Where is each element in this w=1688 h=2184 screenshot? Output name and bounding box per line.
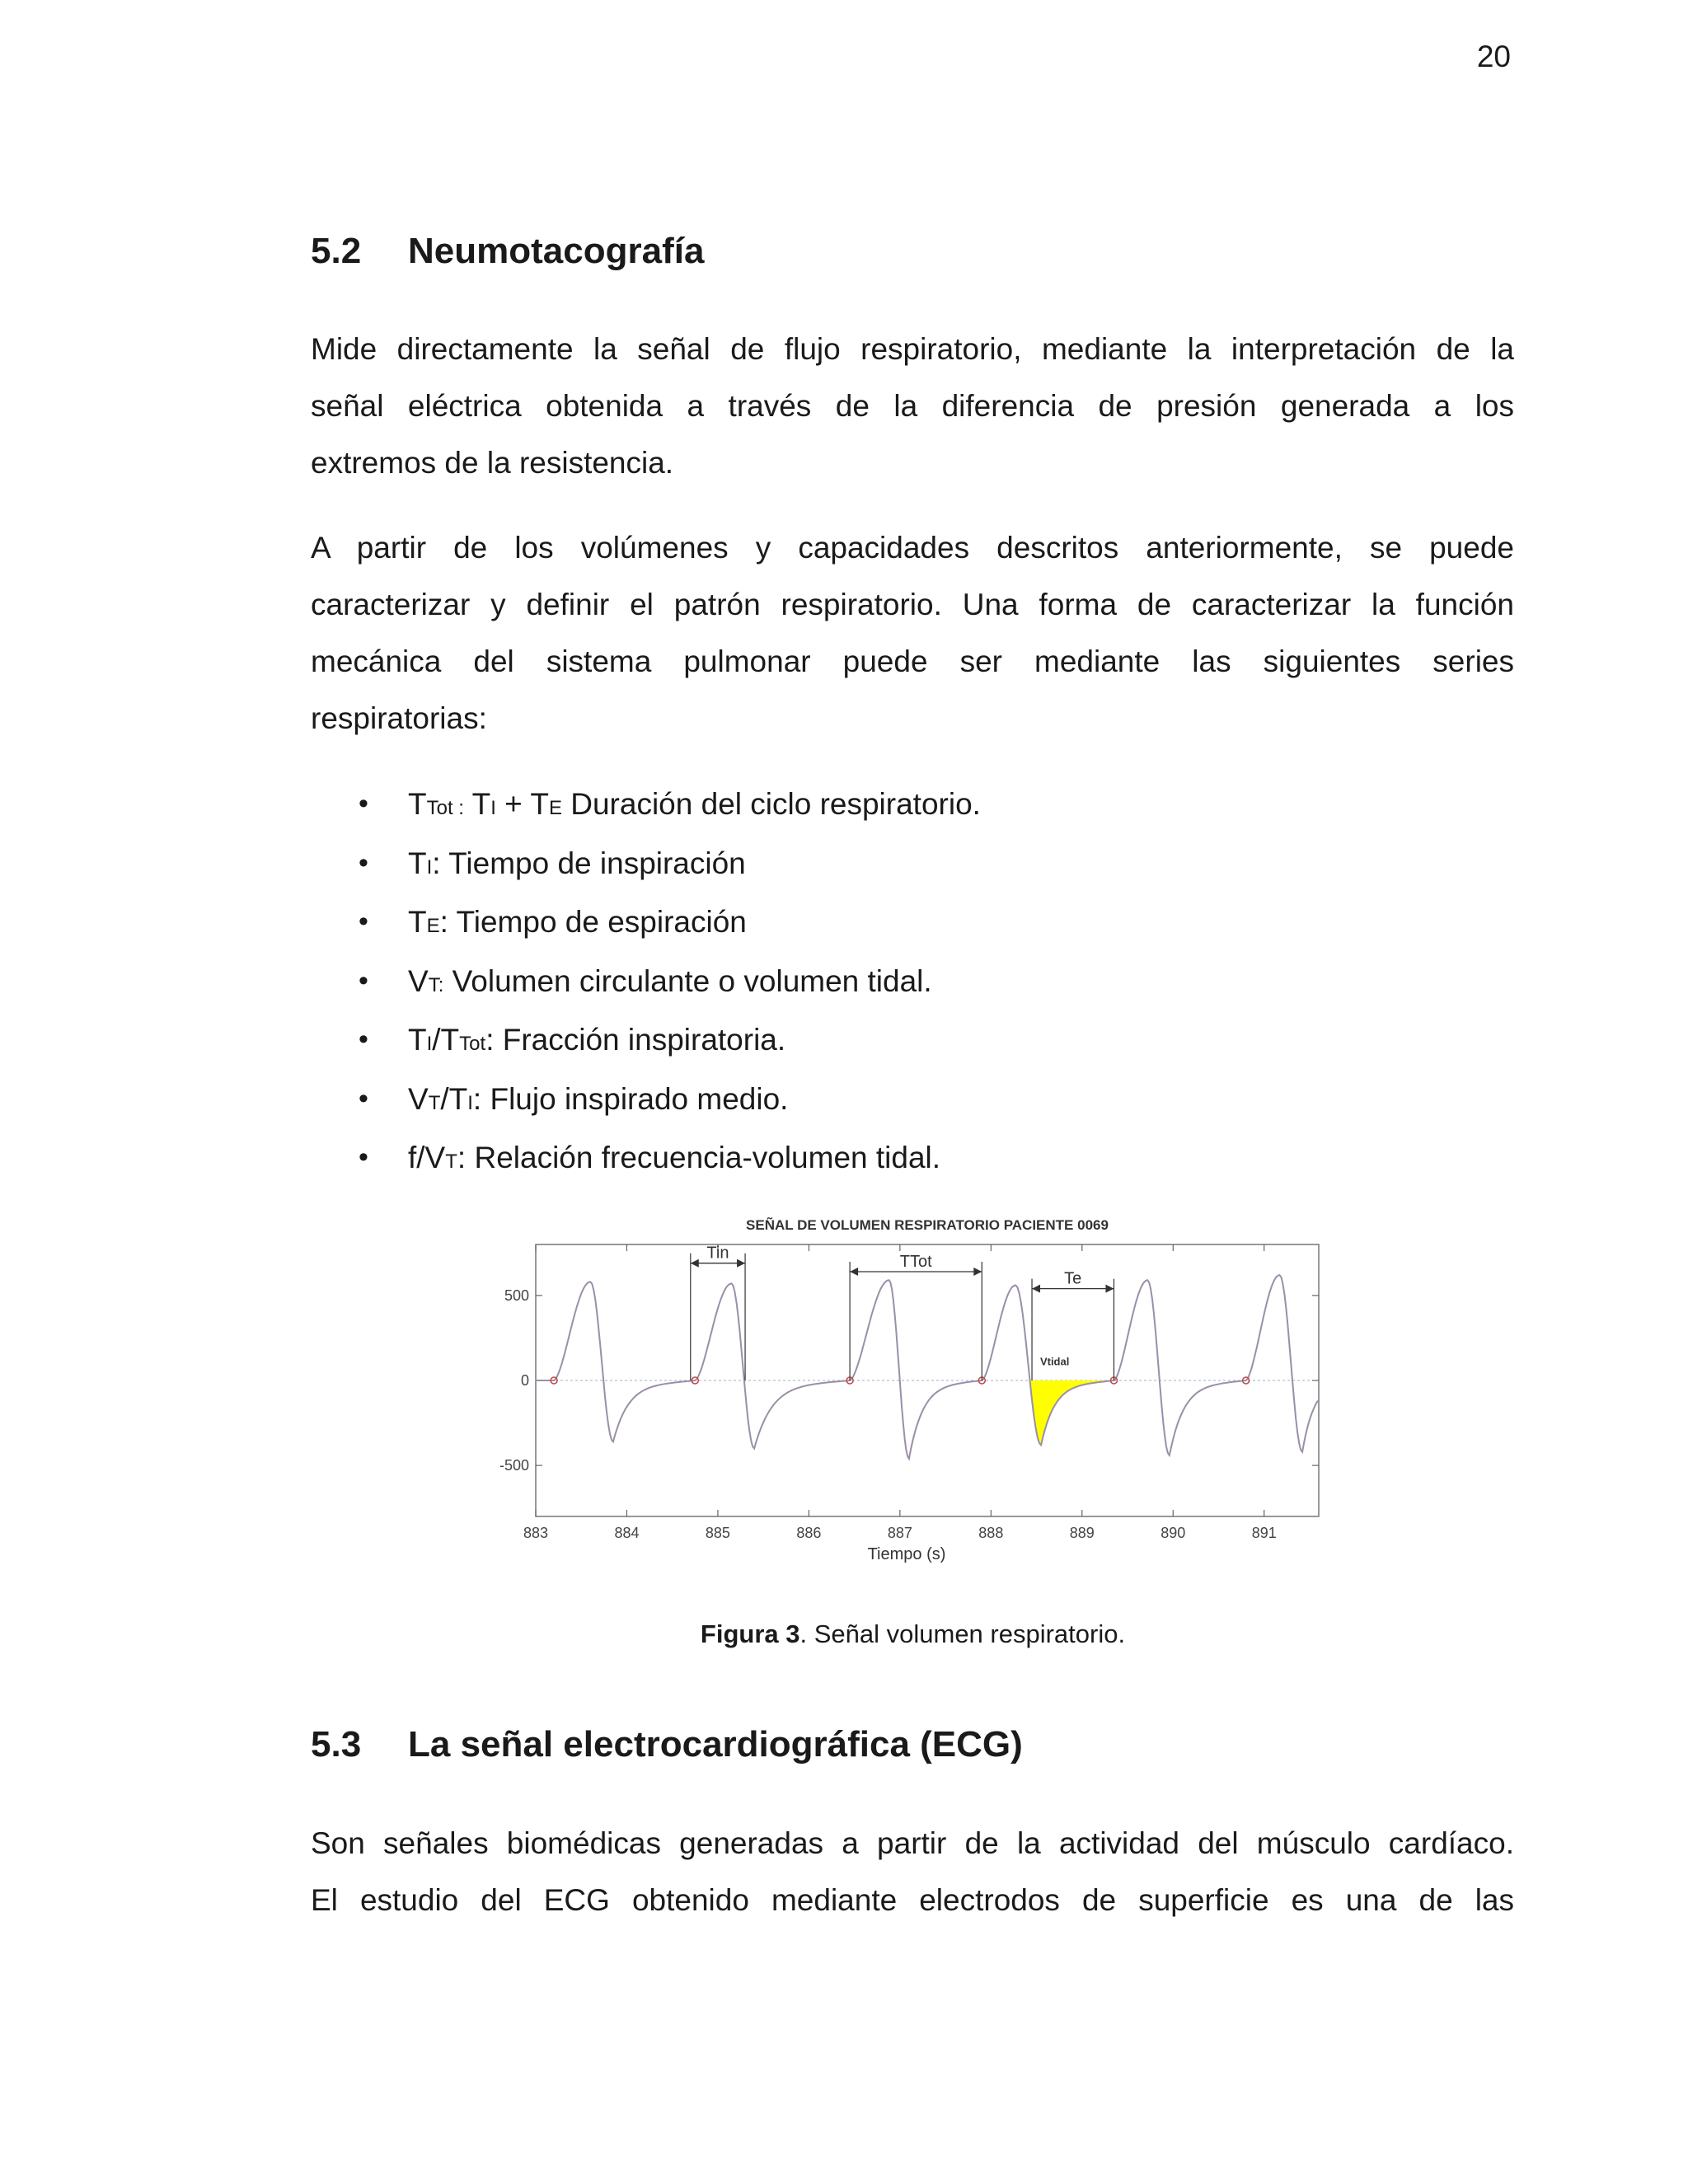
annotation-arrow-right	[737, 1259, 745, 1268]
text-line: extremos de la resistencia.	[311, 446, 674, 480]
chart-title: SEÑAL DE VOLUMEN RESPIRATORIO PACIENTE 0069	[746, 1217, 1109, 1233]
page-number: 20	[1476, 40, 1511, 73]
x-tick-label: 884	[614, 1525, 640, 1541]
section-number: 5.2	[311, 231, 362, 271]
figure-caption	[0, 1619, 1688, 1649]
list-item: • TI: Tiempo de inspiración	[359, 834, 981, 893]
figure-respiratory-volume	[486, 1203, 1343, 1591]
paragraph-neumotacografia-2	[311, 519, 1514, 747]
x-tick-label: 889	[1069, 1525, 1095, 1541]
section-heading-5-2	[311, 231, 704, 272]
section-title: La señal electrocardiográfica (ECG)	[408, 1724, 1023, 1765]
text-line: caracterizar y definir el patrón respiratorio. Una forma de caracterizar la función	[311, 588, 1514, 621]
text-line: Mide directamente la señal de flujo respiratorio, mediante la interpretación de la	[311, 332, 1514, 366]
annotation-label: Vtidal	[1039, 1355, 1070, 1368]
y-tick-label: 500	[504, 1286, 529, 1304]
section-number: 5.3	[311, 1724, 362, 1765]
annotation-label: Te	[1064, 1269, 1082, 1288]
x-tick-label: 887	[887, 1525, 912, 1541]
section-title: Neumotacografía	[408, 231, 705, 271]
list-item: • VT: Volumen circulante o volumen tidal.	[359, 952, 981, 1011]
text-line: El estudio del ECG obtenido mediante electrodos de superficie es una de las	[311, 1883, 1514, 1917]
text-line: A partir de los volúmenes y capacidades descritos anteriormente, se puede	[311, 531, 1514, 565]
annotation-arrow-left	[691, 1259, 699, 1268]
annotation-label: TTot	[899, 1253, 932, 1271]
text-line: mecánica del sistema pulmonar puede ser mediante las siguientes series	[311, 644, 1514, 678]
x-tick-label: 886	[796, 1525, 822, 1541]
x-tick-label: 891	[1251, 1525, 1277, 1541]
section-heading-5-3	[311, 1724, 1023, 1765]
x-tick-label: 885	[705, 1525, 730, 1541]
paragraph-ecg	[311, 1815, 1514, 1929]
annotation-arrow-left	[1032, 1285, 1040, 1293]
text-line: señal eléctrica obtenida a través de la diferencia de presión generada a los	[311, 389, 1514, 423]
x-axis-label: Tiempo (s)	[867, 1545, 946, 1563]
respiratory-series-list	[359, 775, 981, 1188]
y-tick-label: -500	[499, 1457, 529, 1474]
caption-label: Figura 3	[700, 1619, 800, 1648]
respiratory-volume-chart	[486, 1203, 1343, 1591]
paragraph-neumotacografia-1	[311, 321, 1514, 491]
volume-series-line	[536, 1275, 1318, 1459]
text-line: Son señales biomédicas generadas a partir de la actividad del músculo cardíaco.	[311, 1826, 1514, 1860]
y-tick-label: 0	[520, 1372, 529, 1389]
annotation-arrow-left	[850, 1268, 858, 1276]
annotation-arrow-right	[1105, 1285, 1114, 1293]
list-item: • f/VT: Relación frecuencia-volumen tidal.	[359, 1128, 981, 1188]
x-tick-label: 888	[978, 1525, 1004, 1541]
x-tick-label: 883	[523, 1525, 549, 1541]
list-item: • TE: Tiempo de espiración	[359, 893, 981, 952]
caption-text: . Señal volumen respiratorio.	[799, 1619, 1126, 1648]
annotation-arrow-right	[973, 1268, 982, 1276]
list-item: • TTot : TI + TE Duración del ciclo respiratorio.	[359, 775, 981, 834]
text-line: respiratorias:	[311, 701, 487, 735]
annotation-label: Tin	[706, 1244, 729, 1263]
x-tick-label: 890	[1160, 1525, 1186, 1541]
list-item: • VT/TI: Flujo inspirado medio.	[359, 1070, 981, 1129]
list-item: • TI/TTot: Fracción inspiratoria.	[359, 1010, 981, 1070]
